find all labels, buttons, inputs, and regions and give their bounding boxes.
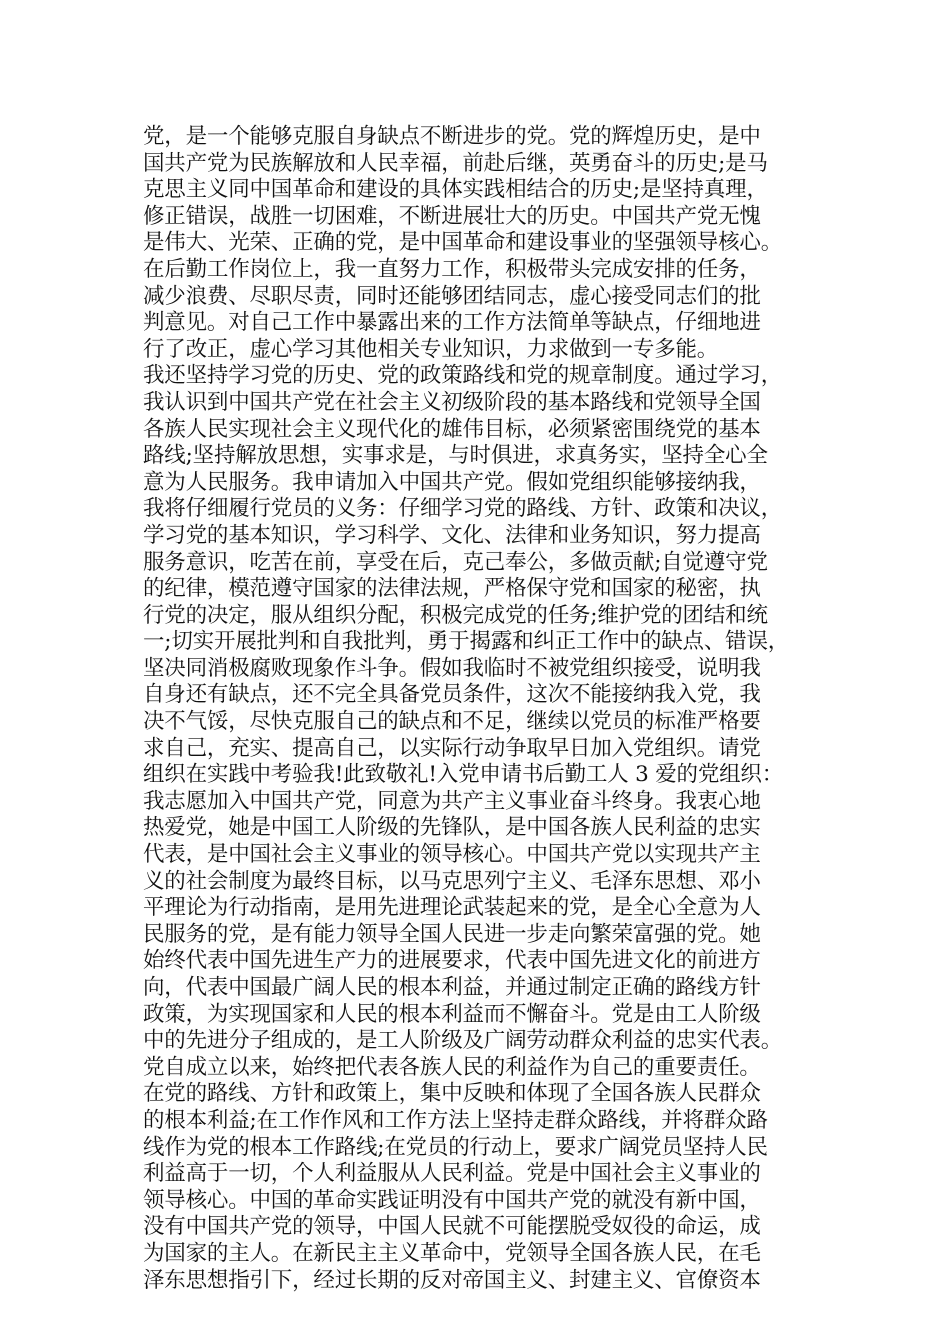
text-line: 民服务的党，是有能力领导全国人民进一步走向繁荣富强的党。她 [143,921,761,947]
text-line: 为国家的主人。在新民主主义革命中，党领导全国各族人民，在毛 [143,1240,761,1266]
text-line: 各族人民实现社会主义现代化的雄伟目标，必须紧密围绕党的基本 [143,416,761,442]
text-line: 决不气馁，尽快克服自己的缺点和不足，继续以党员的标准严格要 [143,709,761,735]
text-line: 行了改正，虚心学习其他相关专业知识，力求做到一专多能。 [143,336,719,362]
text-line: 路线;坚持解放思想，实事求是，与时俱进，求真务实，坚持全心全 [143,443,768,469]
text-line: 组织在实践中考验我!此致敬礼!入党申请书后勤工人 3 爱的党组织： [143,762,784,788]
text-line: 行党的决定，服从组织分配，积极完成党的任务;维护党的团结和统 [143,602,768,628]
text-line: 自身还有缺点，还不完全具备党员条件，这次不能接纳我入党，我 [143,682,761,708]
text-line: 的纪律，模范遵守国家的法律法规，严格保守党和国家的秘密，执 [143,576,761,602]
text-line: 的根本利益;在工作作风和工作方法上坚持走群众路线，并将群众路 [143,1107,768,1133]
text-line: 向，代表中国最广阔人民的根本利益，并通过制定正确的路线方针 [143,975,761,1000]
text-line: 国共产党为民族解放和人民幸福，前赴后继，英勇奋斗的历史;是马 [143,150,768,176]
text-line: 我认识到中国共产党在社会主义初级阶段的基本路线和党领导全国 [143,389,761,415]
text-line: 线作为党的根本工作路线;在党员的行动上，要求广阔党员坚持人民 [143,1134,768,1160]
text-line: 没有中国共产党的领导，中国人民就不可能摆脱受奴役的命运，成 [143,1214,761,1240]
text-line: 一;切实开展批判和自我批判，勇于揭露和纠正工作中的缺点、错误， [143,629,790,655]
text-line: 党自成立以来，始终把代表各族人民的利益作为自己的重要责任。 [143,1054,761,1080]
text-line: 是伟大、光荣、正确的党，是中国革命和建设事业的坚强领导核心。 [143,230,783,256]
text-line: 平理论为行动指南，是用先进理论武装起来的党，是全心全意为人 [143,895,761,921]
text-line: 服务意识，吃苦在前，享受在后，克己奉公，多做贡献;自觉遵守党 [143,549,768,575]
text-line: 判意见。对自己工作中暴露出来的工作方法简单等缺点，仔细地进 [143,310,761,336]
text-line: 我志愿加入中国共产党，同意为共产主义事业奋斗终身。我衷心地 [143,788,761,814]
text-line: 政策，为实现国家和人民的根本利益而不懈奋斗。党是由工人阶级 [143,1001,761,1027]
text-line: 在党的路线、方针和政策上，集中反映和体现了全国各族人民群众 [143,1081,761,1107]
text-line: 在后勤工作岗位上，我一直努力工作，积极带头完成安排的任务， [143,256,761,282]
text-line: 义的社会制度为最终目标，以马克思列宁主义、毛泽东思想、邓小 [143,868,761,894]
text-line: 代表，是中国社会主义事业的领导核心。中国共产党以实现共产主 [143,842,761,868]
text-line: 利益高于一切，个人利益服从人民利益。党是中国社会主义事业的 [143,1161,761,1187]
text-line: 意为人民服务。我申请加入中国共产党。假如党组织能够接纳我， [143,469,761,495]
text-line: 始终代表中国先进生产力的进展要求，代表中国先进文化的前进方 [143,948,761,974]
text-line: 求自己，充实、提高自己，以实际行动争取早日加入党组织。请党 [143,735,761,761]
body-text [143,124,843,1294]
text-line: 我还坚持学习党的历史、党的政策路线和党的规章制度。通过学习， [143,363,783,389]
text-line: 领导核心。中国的革命实践证明没有中国共产党的就没有新中国， [143,1187,761,1213]
text-line: 克思主义同中国革命和建设的具体实践相结合的历史;是坚持真理， [143,177,768,203]
text-line: 中的先进分子组成的，是工人阶级及广阔劳动群众利益的忠实代表。 [143,1028,783,1054]
text-line: 减少浪费、尽职尽责，同时还能够团结同志，虚心接受同志们的批 [143,283,761,309]
text-line: 我将仔细履行党员的义务：仔细学习党的路线、方针、政策和决议， [143,496,783,522]
text-line: 学习党的基本知识，学习科学、文化、法律和业务知识，努力提高 [143,522,761,548]
text-line: 坚决同消极腐败现象作斗争。假如我临时不被党组织接受，说明我 [143,655,761,681]
text-line: 党，是一个能够克服自身缺点不断进步的党。党的辉煌历史，是中 [143,124,761,149]
text-line: 热爱党，她是中国工人阶级的先锋队，是中国各族人民利益的忠实 [143,815,761,841]
text-line: 修正错误，战胜一切困难，不断进展壮大的历史。中国共产党无愧 [143,203,761,229]
text-line: 泽东思想指引下，经过长期的反对帝国主义、封建主义、官僚资本 [143,1267,761,1293]
